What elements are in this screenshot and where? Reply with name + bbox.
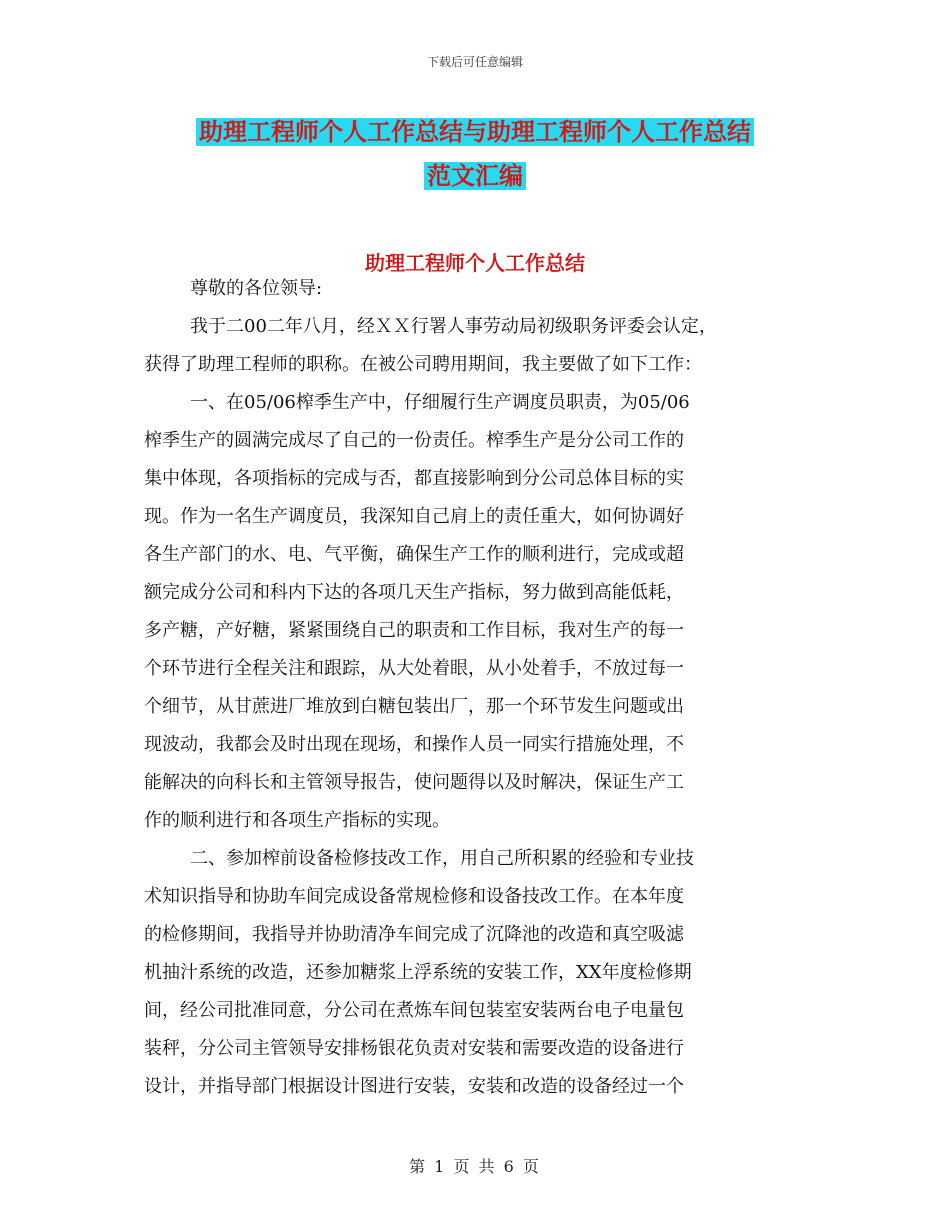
title-line-2: 范文汇编 bbox=[0, 156, 950, 196]
page-number: 第 1 页 共 6 页 bbox=[409, 1157, 541, 1176]
body-line: 集中体现，各项指标的完成与否，都直接影响到分公司总体目标的实 bbox=[144, 468, 684, 489]
body-line: 机抽汁系统的改造，还参加糖浆上浮系统的安装工作，XX年度检修期 bbox=[144, 962, 692, 983]
body-line: 术知识指导和协助车间完成设备常规检修和设备技改工作。在本年度 bbox=[144, 886, 684, 907]
body-line: 一、在05/06榨季生产中，仔细履行生产调度员职责，为05/06 bbox=[190, 392, 690, 413]
body-line: 额完成分公司和科内下达的各项几天生产指标，努力做到高能低耗， bbox=[144, 582, 684, 603]
title-line-1: 助理工程师个人工作总结与助理工程师个人工作总结 bbox=[0, 112, 950, 152]
body-line: 现。作为一名生产调度员，我深知自己肩上的责任重大，如何协调好 bbox=[144, 506, 684, 527]
body-line: 获得了助理工程师的职称。在被公司聘用期间，我主要做了如下工作： bbox=[144, 354, 702, 375]
body-line: 能解决的向科长和主管领导报告，使问题得以及时解决，保证生产工 bbox=[144, 772, 684, 793]
body-line: 设计，并指导部门根据设计图进行安装，安装和改造的设备经过一个 bbox=[144, 1076, 684, 1097]
body-line: 多产糖，产好糖，紧紧围绕自己的职责和工作目标，我对生产的每一 bbox=[144, 620, 684, 641]
body-line: 我于二00二年八月，经ＸＸ行署人事劳动局初级职务评委会认定， bbox=[190, 316, 717, 337]
body-line: 个细节，从甘蔗进厂堆放到白糖包装出厂，那一个环节发生问题或出 bbox=[144, 696, 684, 717]
body-line: 各生产部门的水、电、气平衡，确保生产工作的顺利进行，完成或超 bbox=[144, 544, 684, 565]
page-header-note: 下载后可任意编辑 bbox=[426, 55, 523, 69]
document-title bbox=[0, 112, 950, 196]
body-line: 间，经公司批准同意，分公司在煮炼车间包装室安装两台电子电量包 bbox=[144, 1000, 684, 1021]
section-heading: 助理工程师个人工作总结 bbox=[365, 251, 585, 275]
body-line: 装秤，分公司主管领导安排杨银花负责对安装和需要改造的设备进行 bbox=[144, 1038, 684, 1059]
body-line: 的检修期间，我指导并协助清净车间完成了沉降池的改造和真空吸滤 bbox=[144, 924, 684, 945]
body-text bbox=[144, 270, 808, 1106]
body-line: 榨季生产的圆满完成尽了自己的一份责任。榨季生产是分公司工作的 bbox=[144, 430, 684, 451]
body-line: 现波动，我都会及时出现在现场，和操作人员一同实行措施处理，不 bbox=[144, 734, 684, 755]
greeting: 尊敬的各位领导: bbox=[190, 278, 323, 299]
body-line: 作的顺利进行和各项生产指标的实现。 bbox=[144, 810, 450, 831]
body-line: 个环节进行全程关注和跟踪，从大处着眼，从小处着手，不放过每一 bbox=[144, 658, 684, 679]
body-line: 二、参加榨前设备检修技改工作，用自己所积累的经验和专业技 bbox=[190, 848, 694, 869]
